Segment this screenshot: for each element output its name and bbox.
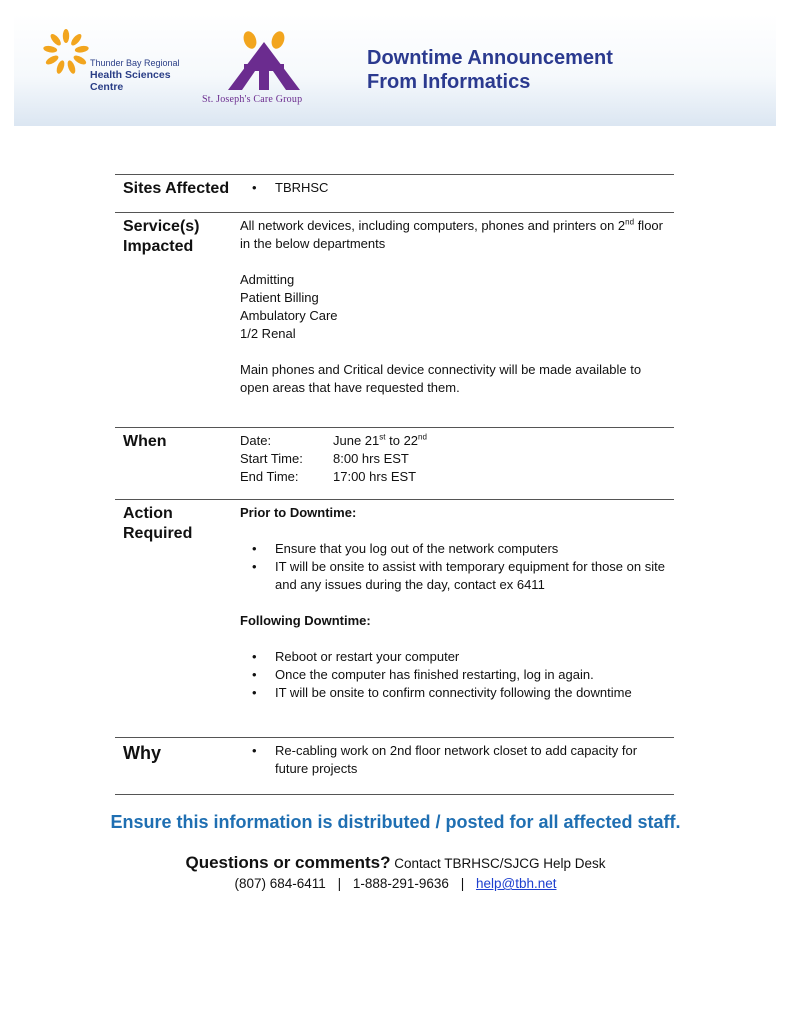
services-label-line: Service(s) bbox=[123, 218, 200, 235]
when-row bbox=[115, 427, 674, 499]
tbrhsc-logo-line: Thunder Bay Regional bbox=[90, 58, 180, 68]
questions-line bbox=[0, 853, 791, 873]
sites-affected-row bbox=[115, 174, 674, 212]
department-item: Admitting bbox=[240, 272, 295, 287]
tbrhsc-logo-line: Health Sciences bbox=[90, 69, 171, 81]
prior-downtime-heading: Prior to Downtime: bbox=[240, 505, 357, 520]
department-item: 1/2 Renal bbox=[240, 326, 296, 341]
services-intro-text: All network devices, including computers, phones and printers on 2 bbox=[240, 218, 626, 233]
page-title bbox=[367, 46, 613, 94]
action-required-label bbox=[115, 500, 230, 737]
services-impacted-row bbox=[115, 212, 674, 427]
action-label-line: Required bbox=[123, 525, 193, 542]
title-line-1: Downtime Announcement bbox=[367, 47, 613, 69]
start-time-label: Start Time: bbox=[240, 451, 303, 466]
phone-tollfree: 1-888-291-9636 bbox=[352, 876, 449, 891]
contact-separator: | bbox=[460, 876, 465, 891]
services-impacted-label bbox=[115, 213, 230, 427]
questions-heading: Questions or comments? bbox=[185, 853, 391, 872]
services-label-line: Impacted bbox=[123, 238, 194, 255]
prior-action-item: • Ensure that you log out of the network computers bbox=[240, 540, 668, 558]
action-required-row bbox=[115, 499, 674, 737]
following-action-item: • Reboot or restart your computer bbox=[240, 648, 668, 666]
tbrhsc-logo-text bbox=[90, 58, 180, 93]
date-sup: nd bbox=[418, 432, 427, 442]
distribution-notice: Ensure this information is distributed / posted for all affected staff. bbox=[110, 812, 681, 832]
date-value bbox=[333, 432, 668, 450]
header-banner bbox=[14, 14, 776, 126]
date-text: June 21 bbox=[333, 433, 380, 448]
services-intro-sup: nd bbox=[625, 217, 635, 227]
date-sup: st bbox=[379, 432, 386, 442]
sjcg-logo-icon bbox=[222, 28, 306, 92]
site-item: • TBRHSC bbox=[240, 179, 668, 197]
tbrhsc-sunburst-logo-icon bbox=[42, 28, 90, 76]
services-impacted-content bbox=[230, 213, 674, 427]
date-text: to 22 bbox=[385, 433, 419, 448]
contact-separator: | bbox=[337, 876, 342, 891]
title-line-2: From Informatics bbox=[367, 71, 531, 93]
why-row bbox=[115, 737, 674, 795]
questions-contact-text: Contact TBRHSC/SJCG Help Desk bbox=[390, 856, 606, 871]
sites-affected-label: Sites Affected bbox=[123, 180, 230, 197]
services-intro bbox=[240, 217, 668, 253]
when-content bbox=[230, 428, 674, 499]
end-time-label: End Time: bbox=[240, 469, 299, 484]
why-item: • Re-cabling work on 2nd floor network closet to add capacity for future projects bbox=[240, 742, 668, 778]
contact-line bbox=[0, 876, 791, 891]
prior-action-item: • IT will be onsite to assist with temporary equipment for those on site and any issues during the day, contact ex 6411 bbox=[240, 558, 668, 594]
why-label: Why bbox=[123, 743, 161, 763]
following-action-item: • Once the computer has finished restarting, log in again. bbox=[240, 666, 668, 684]
end-time-value: 17:00 hrs EST bbox=[333, 469, 417, 484]
action-label-line: Action bbox=[123, 505, 173, 522]
services-note: Main phones and Critical device connectivity will be made available to open areas that have requested them. bbox=[240, 362, 642, 395]
start-time-value: 8:00 hrs EST bbox=[333, 451, 409, 466]
why-content bbox=[230, 738, 674, 794]
department-item: Patient Billing bbox=[240, 290, 319, 305]
when-label: When bbox=[123, 433, 167, 450]
date-label: Date: bbox=[240, 433, 272, 448]
department-item: Ambulatory Care bbox=[240, 308, 338, 323]
tbrhsc-logo-line: Centre bbox=[90, 81, 124, 93]
sjcg-logo-text: St. Joseph's Care Group bbox=[202, 94, 303, 105]
phone-local: (807) 684-6411 bbox=[234, 876, 326, 891]
help-desk-email-link[interactable]: help@tbh.net bbox=[475, 876, 557, 891]
action-required-content bbox=[230, 500, 674, 737]
following-downtime-heading: Following Downtime: bbox=[240, 613, 371, 628]
sites-affected-content bbox=[230, 175, 674, 212]
following-action-item: • IT will be onsite to confirm connectivity following the downtime bbox=[240, 684, 668, 702]
announcement-table bbox=[115, 174, 674, 795]
services-intro-text: floor in the below departments bbox=[240, 218, 663, 251]
